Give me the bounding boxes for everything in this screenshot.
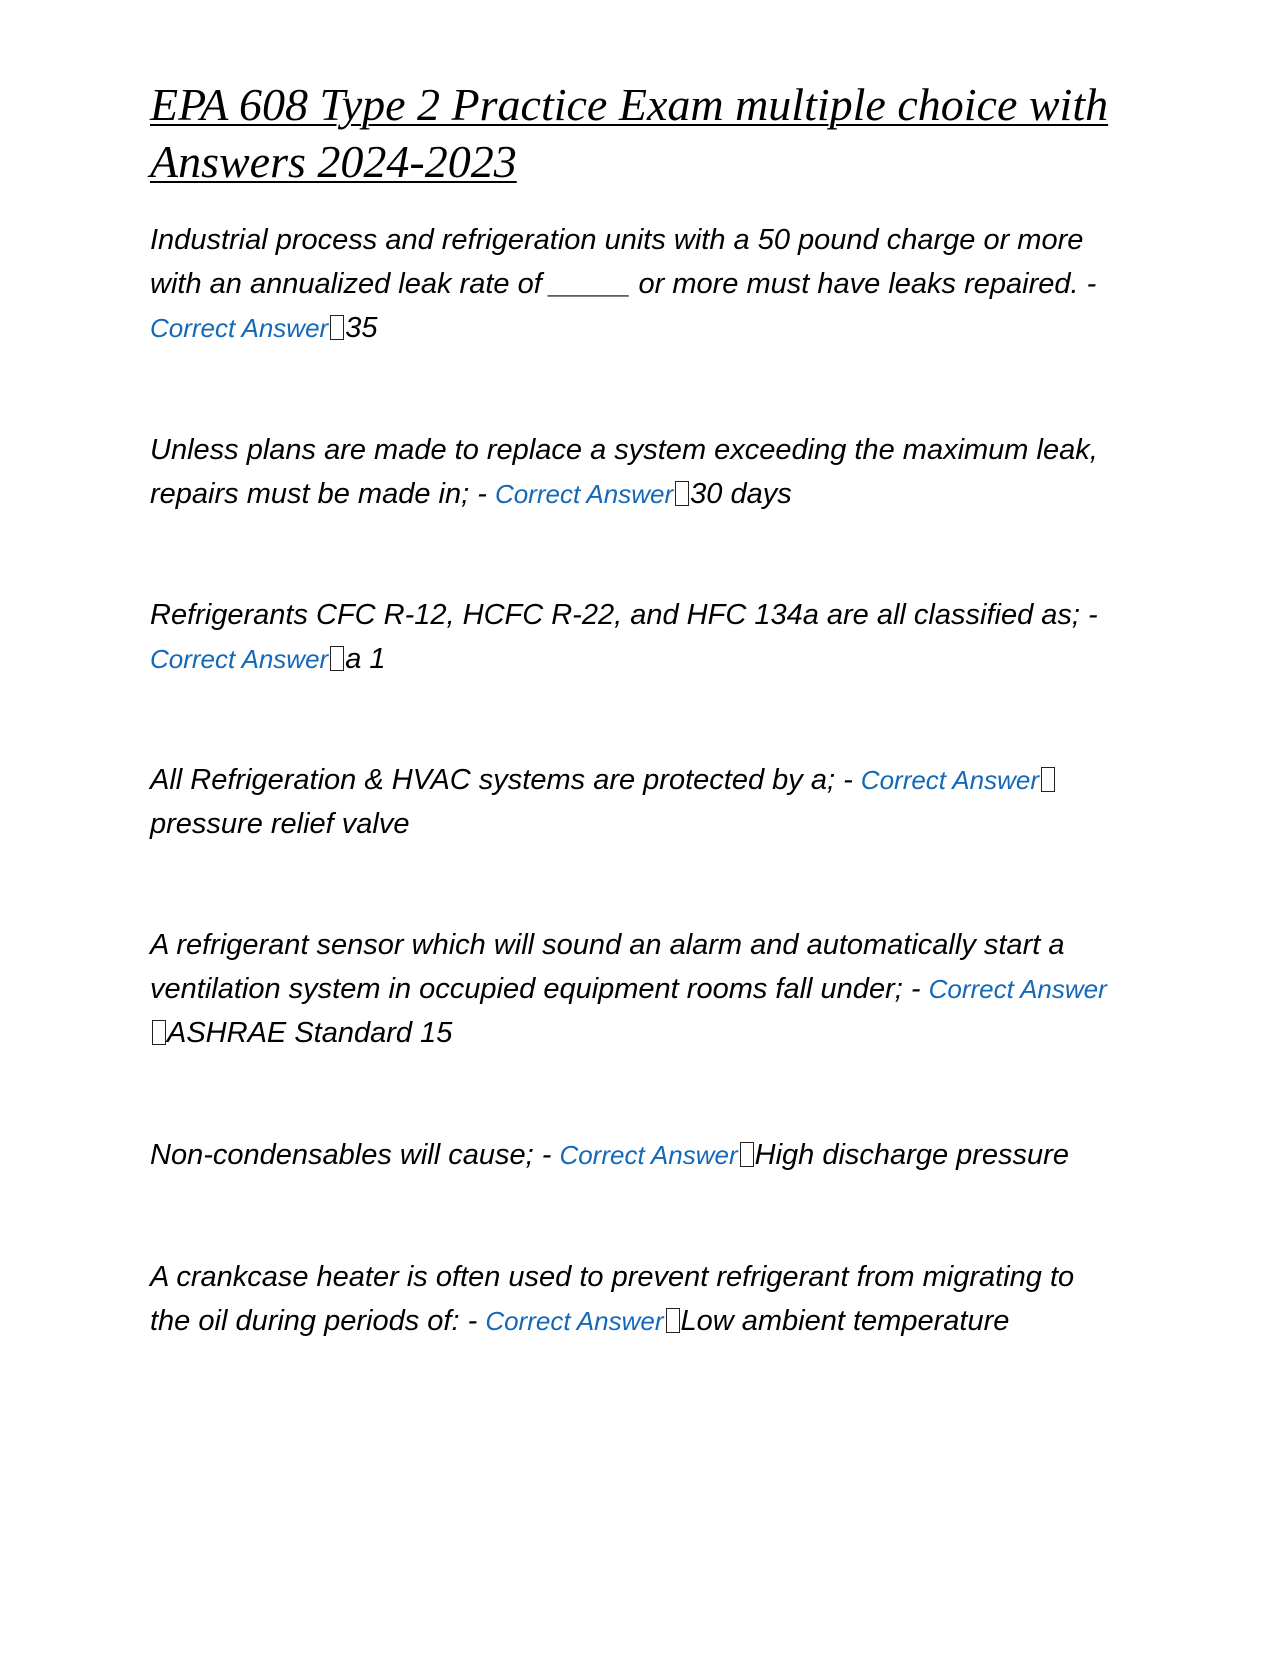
missing-glyph-icon xyxy=(740,1142,754,1167)
answer-text: pressure relief valve xyxy=(150,808,410,840)
answer-text: Low ambient temperature xyxy=(680,1305,1010,1337)
answer-text: a 1 xyxy=(345,643,386,675)
qa-item xyxy=(150,218,1110,350)
qa-item xyxy=(150,428,1110,516)
separator: - xyxy=(902,973,929,1005)
question-text: All Refrigeration & HVAC systems are protected by a; xyxy=(150,764,836,796)
question-text: A refrigerant sensor which will sound an alarm and automatically start a ventilation system in occupied equipment rooms fall under; xyxy=(150,929,1065,1005)
question-text: A crankcase heater is often used to prevent refrigerant from migrating to the oil during periods of: xyxy=(150,1261,1075,1337)
qa-item xyxy=(150,758,1110,846)
qa-item xyxy=(150,923,1110,1055)
answer-text: ASHRAE Standard 15 xyxy=(167,1017,453,1049)
missing-glyph-icon xyxy=(666,1308,680,1333)
missing-glyph-icon xyxy=(675,481,689,506)
correct-answer-label: Correct Answer xyxy=(150,644,329,674)
answer-text: 30 days xyxy=(690,478,792,510)
missing-glyph-icon xyxy=(152,1020,166,1045)
answer-text: 35 xyxy=(345,312,378,344)
question-text: Industrial process and refrigeration units with a 50 pound charge or more with an annualized leak rate of _____ or more must have leaks repaired. xyxy=(150,224,1084,300)
missing-glyph-icon xyxy=(330,646,344,671)
qa-item xyxy=(150,1255,1110,1343)
separator: - xyxy=(459,1305,486,1337)
answer-text: High discharge pressure xyxy=(754,1139,1069,1171)
qa-item xyxy=(150,1133,1110,1177)
correct-answer-label: Correct Answer xyxy=(559,1140,738,1170)
correct-answer-label: Correct Answer xyxy=(150,313,329,343)
question-text: Non-condensables will cause; xyxy=(150,1139,534,1171)
missing-glyph-icon xyxy=(330,315,344,340)
separator: - xyxy=(533,1139,560,1171)
correct-answer-label: Correct Answer xyxy=(928,974,1107,1004)
separator: - xyxy=(469,478,495,510)
separator: - xyxy=(835,764,861,796)
separator: - xyxy=(1079,599,1098,631)
page-title: EPA 608 Type 2 Practice Exam multiple choice with Answers 2024-2023 xyxy=(150,79,1109,187)
question-text: Unless plans are made to replace a system exceeding the maximum leak, repairs must be made in; xyxy=(150,434,1098,510)
separator: - xyxy=(1078,268,1097,300)
correct-answer-label: Correct Answer xyxy=(860,765,1039,795)
qa-item xyxy=(150,593,1110,681)
correct-answer-label: Correct Answer xyxy=(485,1306,664,1336)
question-text: Refrigerants CFC R-12, HCFC R-22, and HFC 134a are all classified as; xyxy=(150,599,1080,631)
correct-answer-label: Correct Answer xyxy=(494,479,674,509)
missing-glyph-icon xyxy=(1041,767,1055,792)
